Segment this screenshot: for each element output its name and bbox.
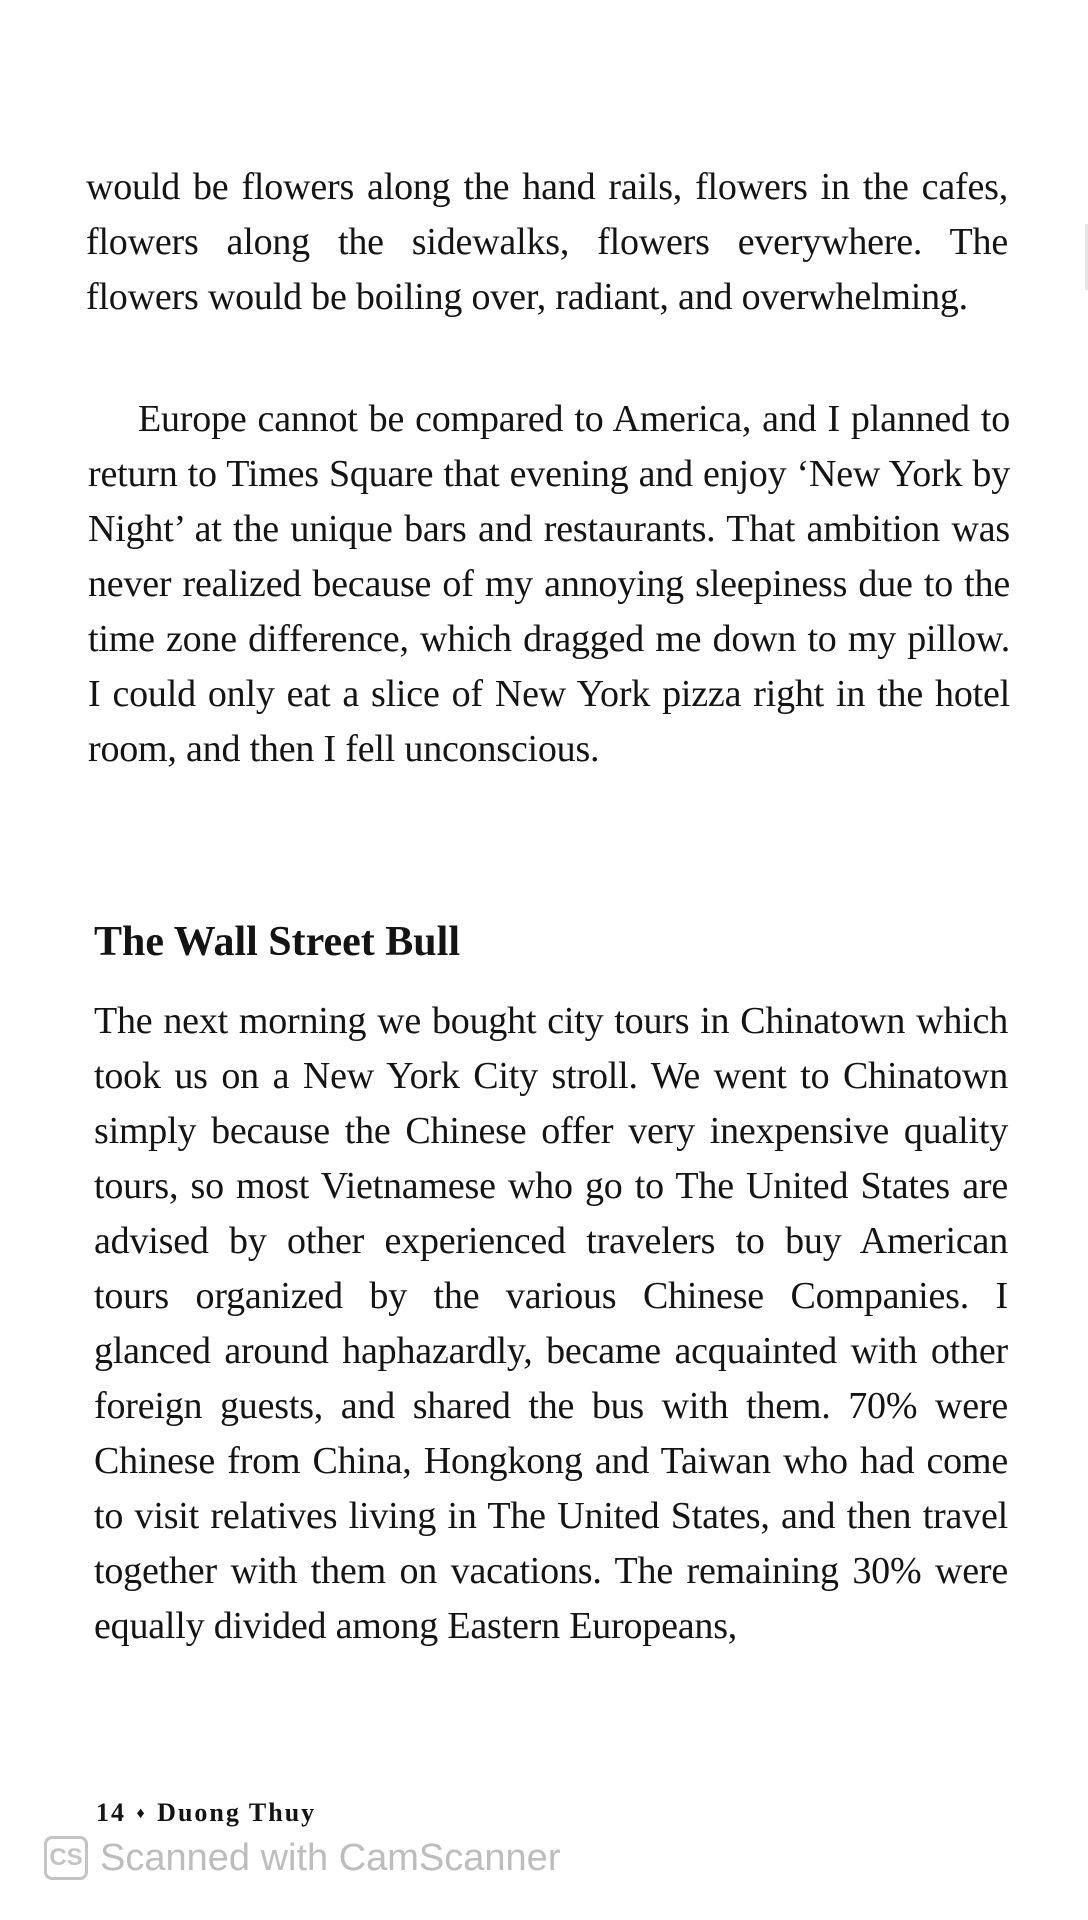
footer-author: Duong Thuy <box>157 1798 317 1827</box>
watermark-text: Scanned with CamScanner <box>100 1836 561 1879</box>
page-number: 14 <box>96 1798 126 1827</box>
footer-separator: ♦ <box>136 1805 147 1822</box>
section-heading: The Wall Street Bull <box>94 919 460 965</box>
paragraph-1: would be flowers along the hand rails, flowers in the cafes, flowers along the sidewalks, flowers everywhere. The flowers would be boiling over, radiant, and overwhelming. <box>86 166 1008 318</box>
paragraph-3: The next morning we bought city tours in Chinatown which took us on a New York City stroll. We went to Chinatown simply because the Chinese offer very inexpensive quality tours, so most Vietnamese who go to The United States are advised by other experienced travelers to buy American tours organized by the various Chinese Companies. I glanced around haphazardly, became acquainted with other foreign guests, and shared the bus with them. 70% were Chinese from China, Hongkong and Taiwan who had come to visit relatives living in The United States, and then travel together with them on vacations. The remaining 30% were equally divided among Eastern Europeans, <box>94 1000 1008 1647</box>
page-footer <box>96 1798 316 1828</box>
paragraph-2: Europe cannot be compared to America, and I planned to return to Times Square that evening and enjoy ‘New York by Night’ at the unique bars and restaurants. That ambition was never realized because of my annoying sleepiness due to the time zone difference, which dragged me down to my pillow. I could only eat a slice of New York pizza right in the hotel room, and then I fell unconscious. <box>88 398 1010 770</box>
camscanner-logo-icon: CS <box>44 1836 88 1880</box>
camscanner-watermark <box>44 1836 560 1880</box>
